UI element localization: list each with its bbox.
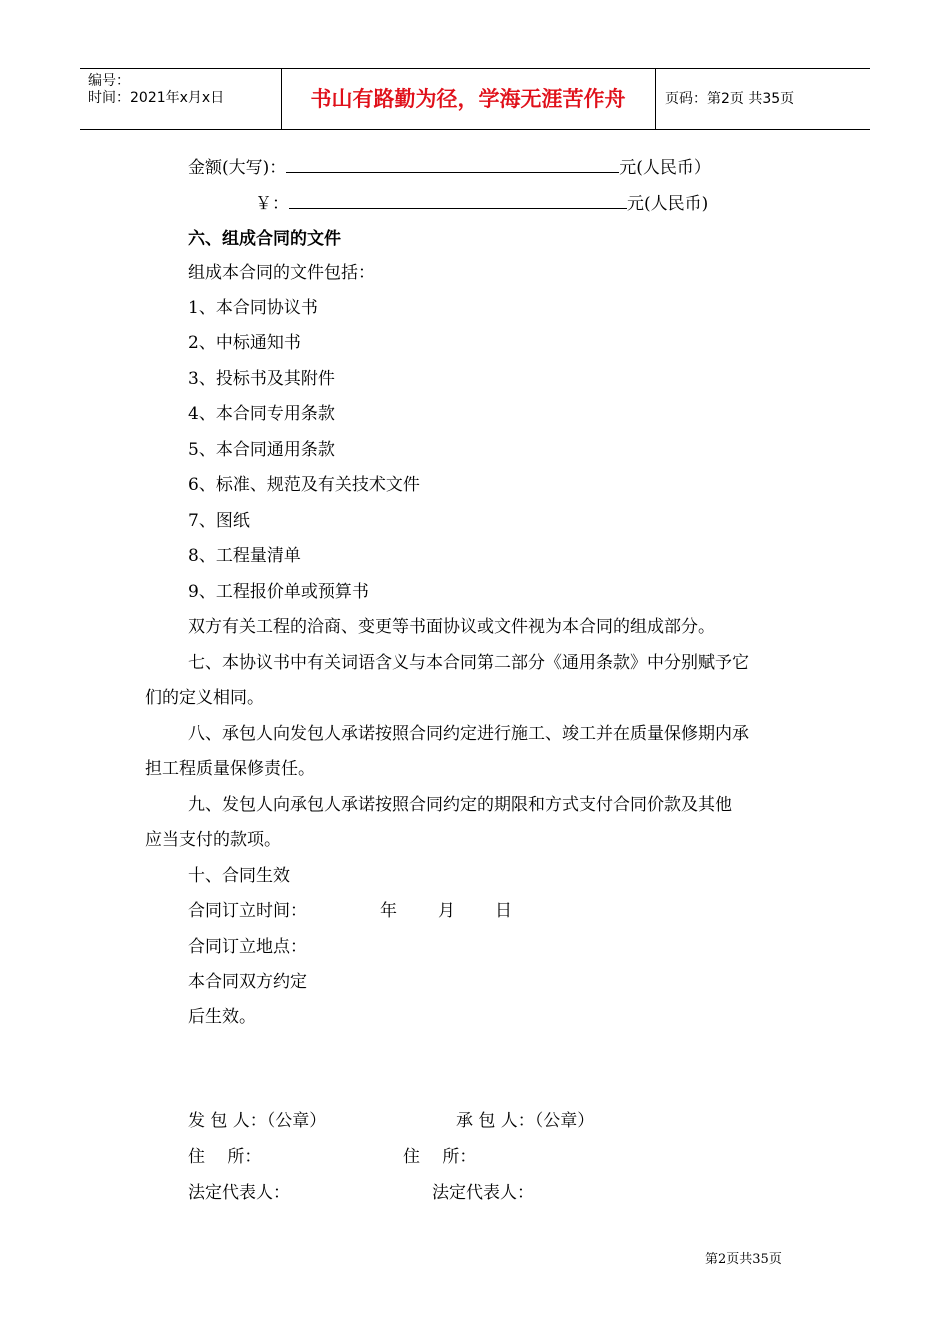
header-page-info: 页码：第2页 共35页 [665,91,795,107]
amount-yen-line [255,192,708,215]
employer-seal-label: 发 包 人：（公章） [188,1111,327,1131]
section8-line2: 担工程质量保修责任。 [145,759,315,779]
contractor-seal-label: 承 包 人：（公章） [456,1111,595,1131]
contractor-address-label: 住 所： [403,1147,477,1167]
document-number-label: 编号： [88,73,130,89]
list-item: 2、中标通知书 [188,333,301,353]
list-item: 4、本合同专用条款 [188,404,335,424]
section10-title: 十、合同生效 [188,866,290,886]
amount-yen-label: ￥： [255,194,289,214]
list-item: 5、本合同通用条款 [188,440,335,460]
employer-representative-label: 法定代表人： [188,1183,290,1203]
sign-time-year: 年 [380,901,397,921]
amount-yen-blank [289,192,627,209]
header-motto: 书山有路勤为径，学海无涯苦作舟 [310,87,626,111]
list-item: 3、投标书及其附件 [188,369,335,389]
section6-closing: 双方有关工程的洽商、变更等书面协议或文件视为本合同的组成部分。 [188,617,715,637]
list-item: 9、工程报价单或预算书 [188,582,369,602]
header-divider [655,69,656,129]
list-item: 7、图纸 [188,511,250,531]
list-item: 6、标准、规范及有关技术文件 [188,475,420,495]
list-item: 1、本合同协议书 [188,298,318,318]
amount-upper-label: 金额(大写)： [188,158,287,178]
section7-line1: 七、本协议书中有关词语含义与本合同第二部分《通用条款》中分别赋予它 [188,653,749,673]
section6-intro: 组成本合同的文件包括： [188,263,375,283]
section9-line2: 应当支付的款项。 [145,830,281,850]
amount-yen-unit: 元(人民币) [627,194,709,214]
section7-line2: 们的定义相同。 [145,688,264,708]
contractor-representative-label: 法定代表人： [432,1183,534,1203]
amount-upper-blank [286,156,619,173]
amount-upper-unit: 元(人民币） [619,158,711,178]
effect-line2: 后生效。 [188,1007,256,1027]
page-footer: 第2页共35页 [705,1252,782,1267]
list-item: 8、工程量清单 [188,546,301,566]
page-header [80,68,870,130]
employer-address-label: 住 所： [188,1147,262,1167]
sign-place-label: 合同订立地点： [188,937,307,957]
amount-upper-line [188,156,711,179]
document-time-label: 时间：2021年x月x日 [88,90,225,106]
header-meta [88,69,278,129]
sign-time-label: 合同订立时间： [188,901,307,921]
section6-title: 六、组成合同的文件 [188,229,341,249]
effect-line1: 本合同双方约定 [188,972,307,992]
section9-line1: 九、发包人向承包人承诺按照合同约定的期限和方式支付合同价款及其他 [188,795,732,815]
sign-time-day: 日 [495,901,512,921]
sign-time-month: 月 [438,901,455,921]
section8-line1: 八、承包人向发包人承诺按照合同约定进行施工、竣工并在质量保修期内承 [188,724,749,744]
